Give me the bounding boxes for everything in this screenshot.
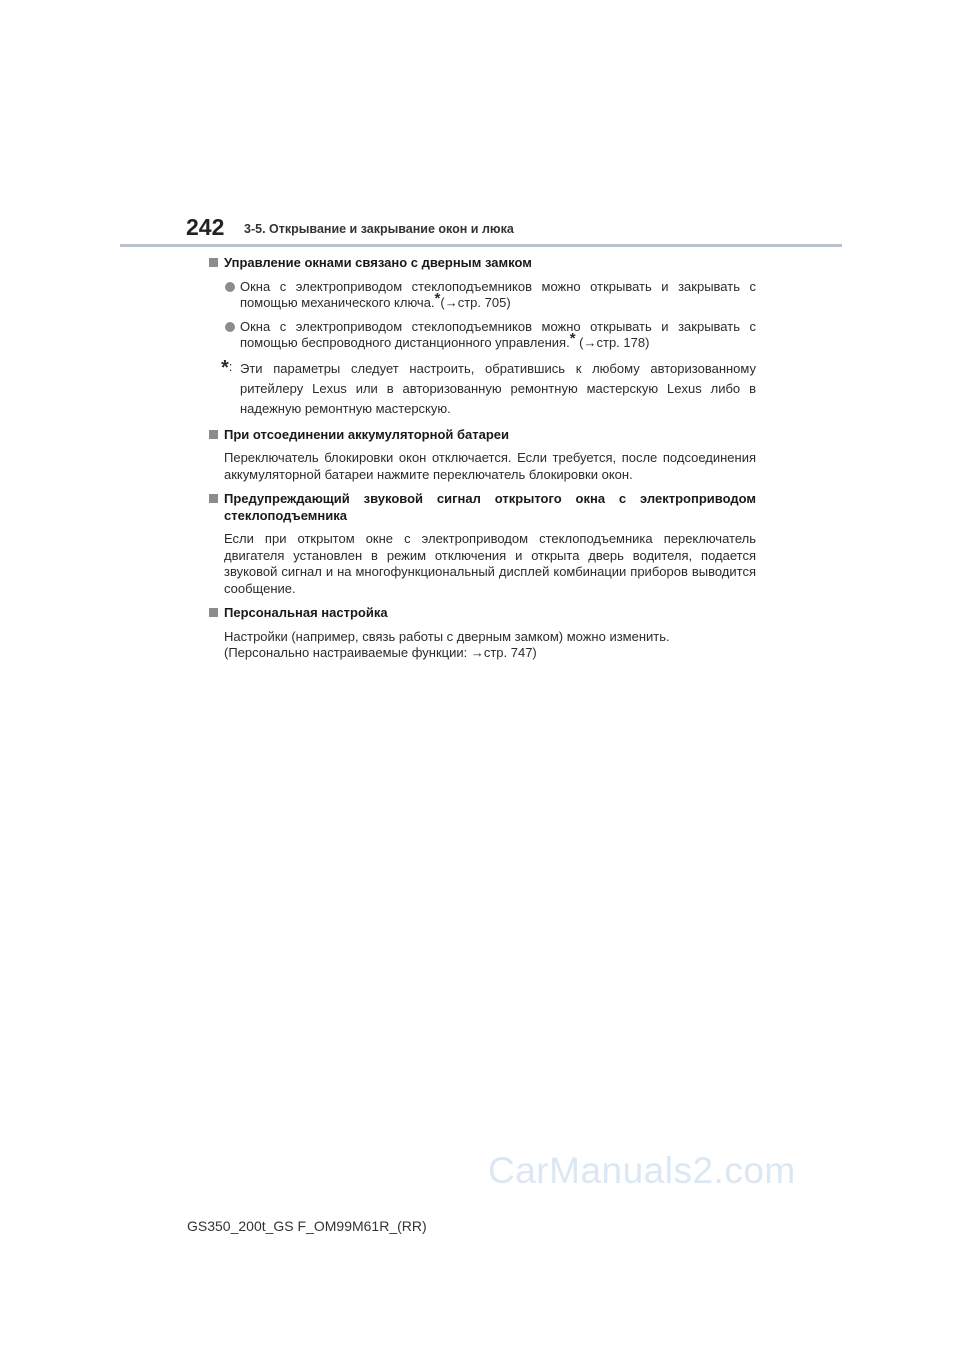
page-number: 242 xyxy=(186,214,225,240)
section-warning xyxy=(208,491,756,597)
paragraph-line: Настройки (например, связь работы с дверным замком) можно изменить. xyxy=(224,628,670,644)
footnote-star: * xyxy=(569,330,576,347)
footnote xyxy=(208,356,756,419)
paragraph: Переключатель блокировки окон отключается. Если требуется, после подсоединения аккумуляторной батареи нажмите переключатель блокировки окон. xyxy=(224,450,756,482)
heading-text: Управление окнами связано с дверным замком xyxy=(224,255,532,270)
footnote-star: * xyxy=(434,290,441,307)
footnote-text: Эти параметры следует настроить, обратившись к любому авторизованному ритейлеру Lexus или в авторизованную ремонтную мастерскую Lexus либо в надежную ремонтную мастерскую. xyxy=(240,360,756,416)
paragraph: Если при открытом окне с электроприводом стеклоподъемника переключатель двигателя установлен в режим отключения и открыта дверь водителя, подается звуковой сигнал и на многофункциональный дисплей комбинации приборов выводится сообщение. xyxy=(224,531,756,596)
section-title: 3-5. Открывание и закрывание окон и люка xyxy=(244,222,514,236)
section-custom xyxy=(208,605,756,662)
square-bullet-icon xyxy=(209,258,218,267)
footnote-marker xyxy=(221,357,232,378)
square-bullet-icon xyxy=(209,608,218,617)
section-heading xyxy=(208,427,756,444)
page-content xyxy=(208,255,756,670)
paragraph-line: (Персонально настраиваемые функции: →стр. 747) xyxy=(224,645,537,660)
bullet-text: Окна с электроприводом стеклоподъемников можно открывать и закрывать с помощью механического ключа. xyxy=(240,278,756,310)
heading-text: Предупреждающий звуковой сигнал открытого окна с электроприводом стеклоподъемника xyxy=(224,491,756,523)
page-reference: (→стр. 705) xyxy=(440,295,511,310)
circle-bullet-icon xyxy=(225,322,235,332)
section-heading xyxy=(208,491,756,524)
document-code: GS350_200t_GS F_OM99M61R_(RR) xyxy=(187,1218,427,1234)
section-heading xyxy=(208,605,756,622)
section-heading xyxy=(208,255,756,272)
list-item xyxy=(208,319,756,352)
bullet-text: Окна с электроприводом стеклоподъемников можно открывать и закрывать с помощью беспроводного дистанционного управления. xyxy=(240,318,756,350)
page-reference: (→стр. 178) xyxy=(579,335,650,350)
heading-text: При отсоединении аккумуляторной батареи xyxy=(224,426,510,442)
square-bullet-icon xyxy=(209,430,218,439)
section-door-lock xyxy=(208,255,756,419)
footnote-colon: : xyxy=(228,358,233,374)
circle-bullet-icon xyxy=(225,282,235,292)
square-bullet-icon xyxy=(209,494,218,503)
footnote-star: * xyxy=(221,356,229,379)
header-divider xyxy=(120,244,842,247)
heading-text: Персональная настройка xyxy=(224,605,388,620)
paragraph xyxy=(208,629,756,662)
list-item xyxy=(208,279,756,312)
watermark: CarManuals2.com xyxy=(488,1150,796,1191)
section-battery xyxy=(208,427,756,484)
